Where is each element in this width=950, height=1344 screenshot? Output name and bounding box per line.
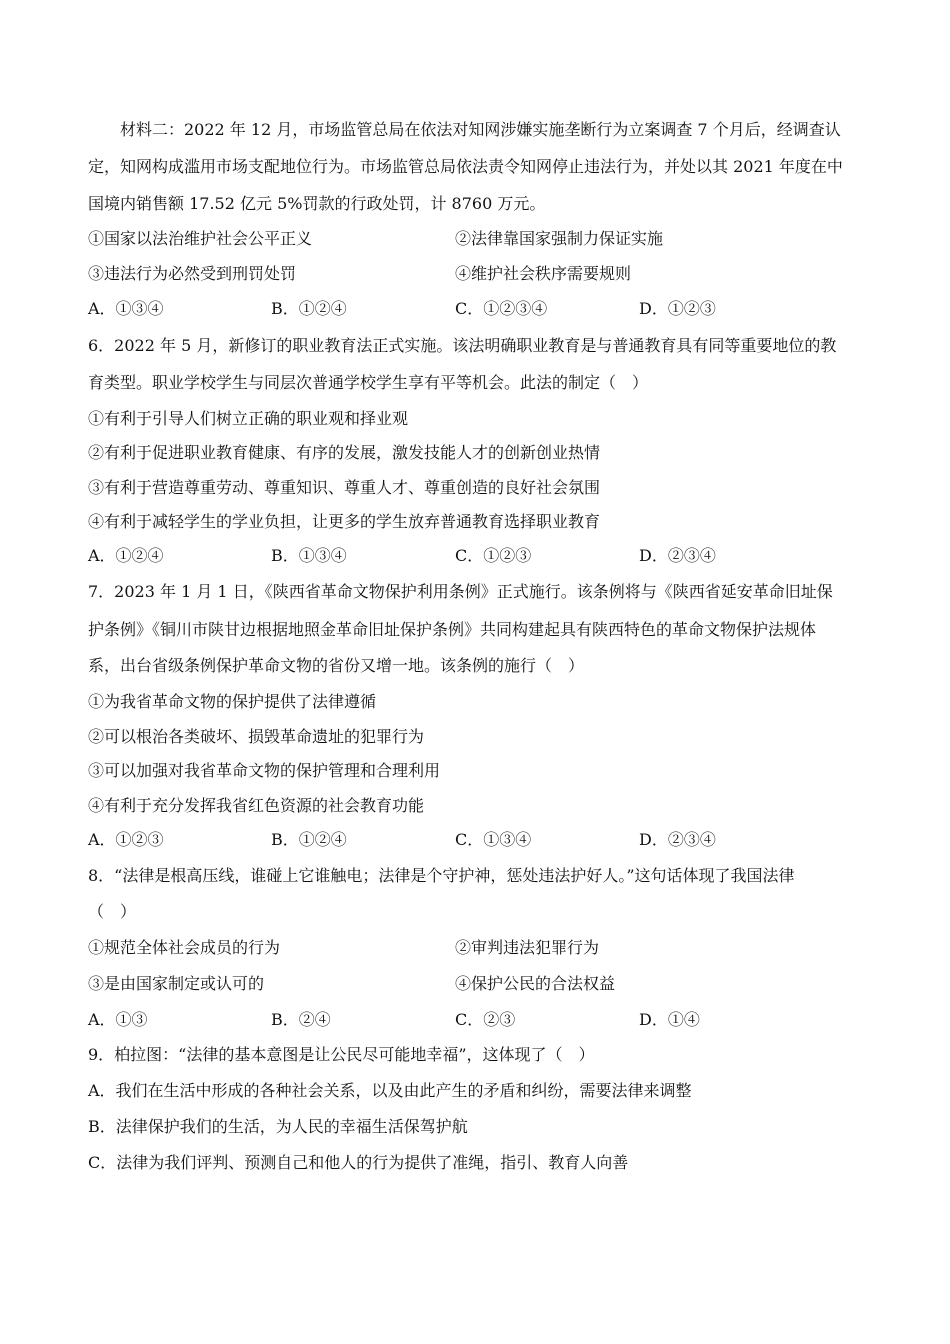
q9-option-a[interactable]: A．我们在生活中形成的各种社会关系，以及由此产生的矛盾和纠纷，需要法律来调整 (88, 1081, 692, 1100)
q6-stem-line1: 6．2022 年 5 月，新修订的职业教育法正式实施。该法明确职业教育是与普通教育具有同等重要地位的教 (88, 336, 837, 355)
q8-option-d[interactable]: D．①④ (639, 1010, 700, 1029)
q5-option-b[interactable]: B．①②④ (271, 299, 347, 318)
q5-statement-2: ②法律靠国家强制力保证实施 (455, 229, 664, 248)
q6-stem-line2: 育类型。职业学校学生与同层次普通学校学生享有平等机会。此法的制定（ ） (88, 373, 649, 392)
q6-statement-4: ④有利于减轻学生的学业负担，让更多的学生放弃普通教育选择职业教育 (88, 512, 601, 531)
q6-statement-1: ①有利于引导人们树立正确的职业观和择业观 (88, 409, 409, 428)
q8-option-b[interactable]: B．②④ (271, 1010, 331, 1029)
q8-stem-line2: （ ） (88, 902, 137, 921)
q8-stem-line1: 8．“法律是根高压线，谁碰上它谁触电；法律是个守护神，惩处违法护好人。”这句话体现了我国法律 (88, 866, 795, 885)
q7-stem-line3: 系，出台省级条例保护革命文物的省份又增一地。该条例的施行（ ） (88, 656, 585, 675)
q7-statement-3: ③可以加强对我省革命文物的保护管理和合理利用 (88, 761, 441, 780)
q6-statement-2: ②有利于促进职业教育健康、有序的发展，激发技能人才的创新创业热情 (88, 443, 601, 462)
q8-statement-2: ②审判违法犯罪行为 (455, 938, 600, 957)
q9-stem: 9．柏拉图：“法律的基本意图是让公民尽可能地幸福”，这体现了（ ） (88, 1045, 595, 1064)
q6-option-c[interactable]: C．①②③ (455, 546, 532, 565)
q7-stem-line2: 护条例》《铜川市陕甘边根据地照金革命旧址保护条例》共同构建起具有陕西特色的革命文物保护法规体 (88, 620, 817, 639)
q6-option-b[interactable]: B．①③④ (271, 546, 347, 565)
material2-line1: 材料二：2022 年 12 月，市场监管总局在依法对知网涉嫌实施垄断行为立案调查 7 个月后，经调查认 (120, 120, 841, 139)
q5-option-a[interactable]: A．①③④ (88, 299, 164, 318)
q5-option-c[interactable]: C．①②③④ (455, 299, 548, 318)
material2-line2: 定，知网构成滥用市场支配地位行为。市场监管总局依法责令知网停止违法行为，并处以其 2021 年度在中 (88, 157, 843, 176)
q7-option-c[interactable]: C．①③④ (455, 830, 532, 849)
q7-statement-1: ①为我省革命文物的保护提供了法律遵循 (88, 692, 377, 711)
q5-statement-4: ④维护社会秩序需要规则 (455, 264, 632, 283)
q8-option-c[interactable]: C．②③ (455, 1010, 516, 1029)
q8-statement-4: ④保护公民的合法权益 (455, 974, 616, 993)
q8-option-a[interactable]: A．①③ (88, 1010, 148, 1029)
q5-statement-1: ①国家以法治维护社会公平正义 (88, 229, 313, 248)
q6-option-d[interactable]: D．②③④ (639, 546, 716, 565)
q6-statement-3: ③有利于营造尊重劳动、尊重知识、尊重人才、尊重创造的良好社会氛围 (88, 478, 601, 497)
q8-statement-1: ①规范全体社会成员的行为 (88, 938, 281, 957)
q7-statement-2: ②可以根治各类破坏、损毁革命遗址的犯罪行为 (88, 727, 425, 746)
q7-statement-4: ④有利于充分发挥我省红色资源的社会教育功能 (88, 796, 425, 815)
q7-option-d[interactable]: D．②③④ (639, 830, 716, 849)
q7-option-a[interactable]: A．①②③ (88, 830, 164, 849)
material2-line3: 国境内销售额 17.52 亿元 5%罚款的行政处罚，计 8760 万元。 (88, 194, 546, 213)
q7-stem-line1: 7．2023 年 1 月 1 日，《陕西省革命文物保护利用条例》正式施行。该条例将与《陕西省延安革命旧址保 (88, 582, 833, 601)
q8-statement-3: ③是由国家制定或认可的 (88, 974, 265, 993)
q5-statement-3: ③违法行为必然受到刑罚处罚 (88, 264, 297, 283)
q9-option-c[interactable]: C．法律为我们评判、预测自己和他人的行为提供了准绳，指引、教育人向善 (88, 1153, 629, 1172)
q6-option-a[interactable]: A．①②④ (88, 546, 164, 565)
q5-option-d[interactable]: D．①②③ (639, 299, 716, 318)
q9-option-b[interactable]: B．法律保护我们的生活，为人民的幸福生活保驾护航 (88, 1117, 468, 1136)
q7-option-b[interactable]: B．①②④ (271, 830, 347, 849)
